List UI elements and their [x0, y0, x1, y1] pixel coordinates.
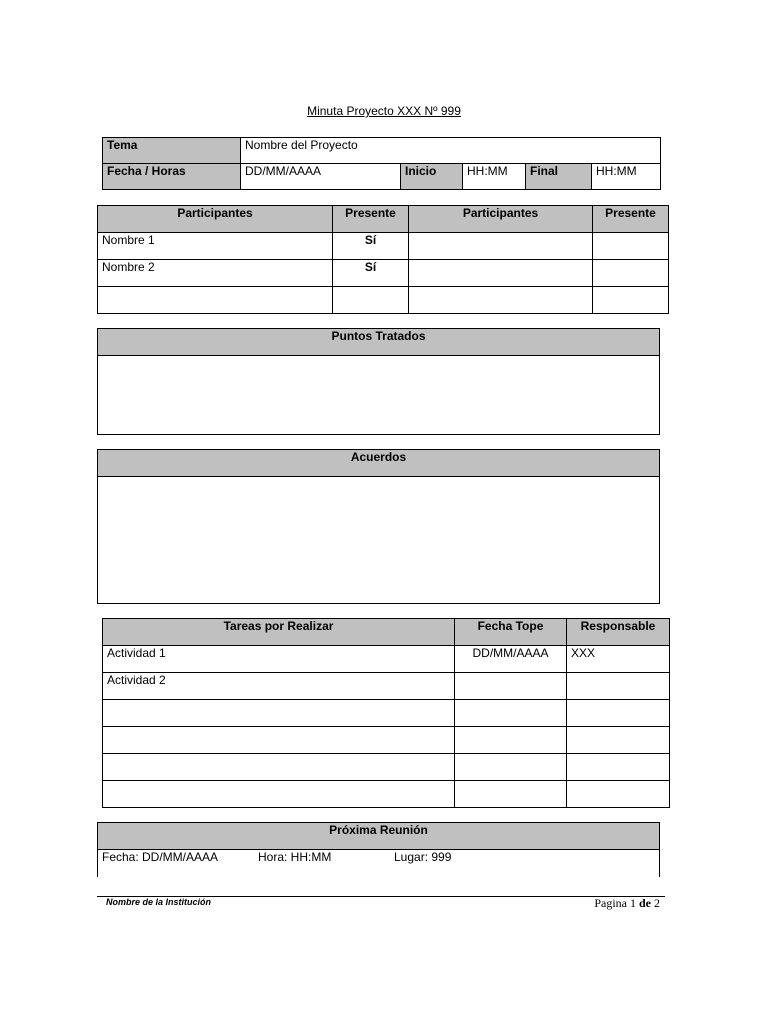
participants-table [97, 205, 669, 314]
acuerdos-heading: Acuerdos [98, 450, 659, 477]
responsible-cell[interactable] [567, 727, 670, 754]
responsible-cell[interactable] [567, 673, 670, 700]
fecha-value[interactable]: DD/MM/AAAA [241, 164, 401, 190]
meeting-time[interactable]: Hora: HH:MM [258, 850, 332, 864]
institution-name: Nombre de la Institución [106, 897, 212, 907]
inicio-value[interactable]: HH:MM [463, 164, 526, 190]
final-label: Final [526, 164, 592, 190]
acuerdos-section [97, 449, 660, 604]
participant-cell[interactable] [98, 287, 333, 314]
participant-cell[interactable]: Nombre 1 [98, 233, 333, 260]
task-cell[interactable] [103, 700, 455, 727]
present-cell[interactable] [593, 233, 669, 260]
page-word: Pagina [594, 896, 627, 910]
present-cell[interactable] [333, 287, 409, 314]
tasks-header: Tareas por Realizar [103, 619, 455, 646]
page-number [560, 896, 660, 911]
responsible-cell[interactable]: XXX [567, 646, 670, 673]
task-cell[interactable]: Actividad 2 [103, 673, 455, 700]
present-cell[interactable] [593, 260, 669, 287]
page-total: 2 [654, 896, 660, 910]
task-cell[interactable] [103, 754, 455, 781]
puntos-tratados-heading: Puntos Tratados [98, 329, 659, 356]
fecha-horas-label: Fecha / Horas [103, 164, 241, 190]
meeting-place[interactable]: Lugar: 999 [394, 850, 452, 864]
meeting-date[interactable]: Fecha: DD/MM/AAAA [102, 850, 219, 864]
table-row [103, 646, 670, 673]
deadline-cell[interactable] [455, 781, 567, 808]
page-current: 1 [630, 896, 636, 910]
proxima-reunion-heading: Próxima Reunión [98, 823, 659, 850]
table-row [103, 673, 670, 700]
table-row [98, 260, 669, 287]
puntos-tratados-body[interactable] [98, 356, 659, 434]
table-row [103, 727, 670, 754]
present-cell[interactable]: Sí [333, 233, 409, 260]
deadline-cell[interactable] [455, 727, 567, 754]
responsible-cell[interactable] [567, 781, 670, 808]
participant-cell[interactable] [409, 287, 593, 314]
tasks-table [102, 618, 670, 808]
proxima-reunion-section [97, 822, 660, 877]
deadline-cell[interactable] [455, 700, 567, 727]
responsible-cell[interactable] [567, 754, 670, 781]
document-title-text: Minuta Proyecto XXX Nº 999 [307, 104, 461, 118]
participant-cell[interactable]: Nombre 2 [98, 260, 333, 287]
header-table [102, 137, 661, 190]
table-row [98, 233, 669, 260]
deadline-cell[interactable] [455, 754, 567, 781]
present-header-1: Presente [333, 206, 409, 233]
final-value[interactable]: HH:MM [592, 164, 661, 190]
document-title [0, 104, 768, 118]
participants-header-2: Participantes [409, 206, 593, 233]
acuerdos-body[interactable] [98, 477, 659, 603]
table-row [98, 287, 669, 314]
task-cell[interactable]: Actividad 1 [103, 646, 455, 673]
inicio-label: Inicio [401, 164, 463, 190]
responsible-cell[interactable] [567, 700, 670, 727]
participant-cell[interactable] [409, 233, 593, 260]
deadline-header: Fecha Tope [455, 619, 567, 646]
puntos-tratados-section [97, 328, 660, 435]
task-cell[interactable] [103, 781, 455, 808]
participants-header-1: Participantes [98, 206, 333, 233]
participant-cell[interactable] [409, 260, 593, 287]
tema-value[interactable]: Nombre del Proyecto [241, 138, 661, 164]
deadline-cell[interactable] [455, 673, 567, 700]
present-header-2: Presente [593, 206, 669, 233]
table-row [103, 781, 670, 808]
present-cell[interactable]: Sí [333, 260, 409, 287]
page-of: de [639, 896, 651, 910]
table-row [103, 754, 670, 781]
responsible-header: Responsable [567, 619, 670, 646]
tema-label: Tema [103, 138, 241, 164]
present-cell[interactable] [593, 287, 669, 314]
table-row [103, 700, 670, 727]
task-cell[interactable] [103, 727, 455, 754]
deadline-cell[interactable]: DD/MM/AAAA [455, 646, 567, 673]
